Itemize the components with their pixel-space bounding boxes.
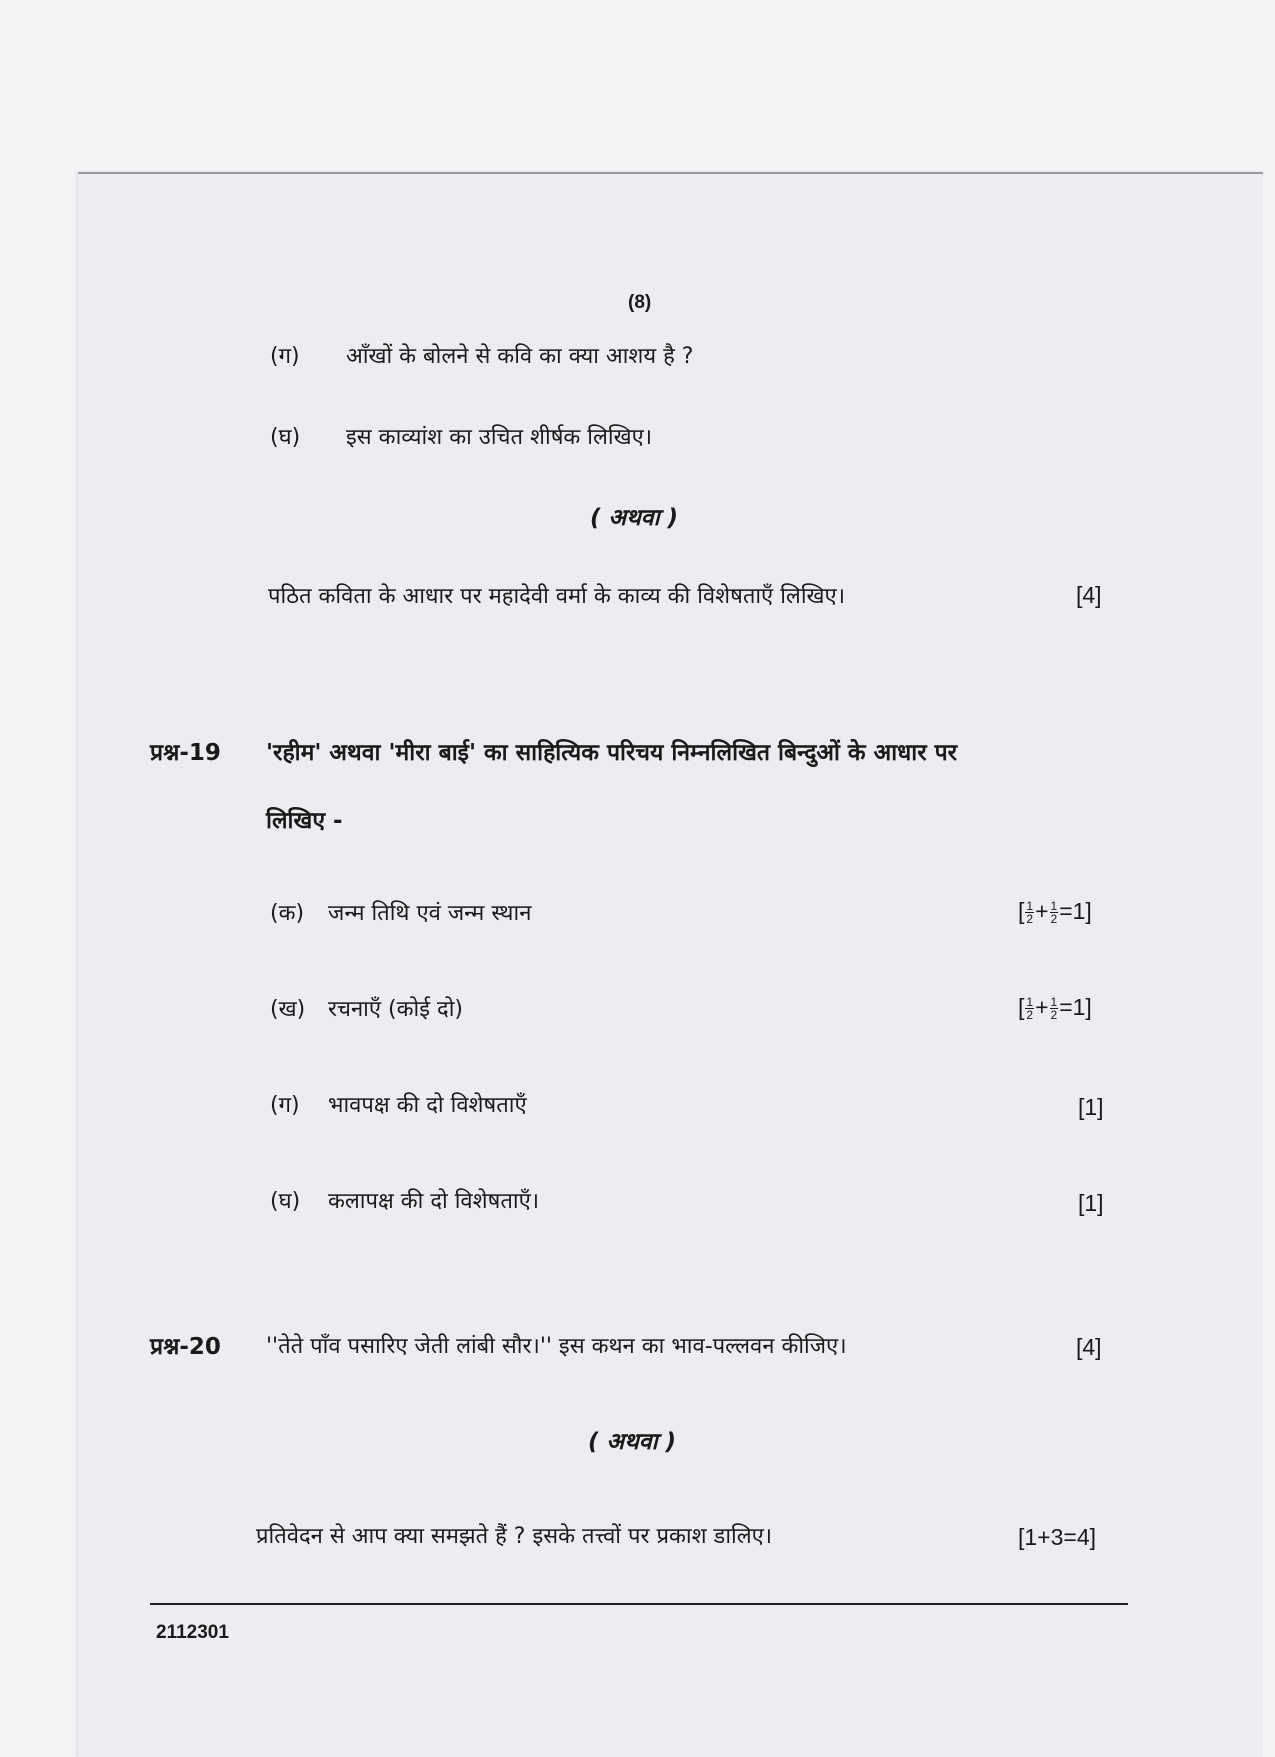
item-label-ga: (ग) [270, 344, 300, 369]
alt-question-18: पठित कविता के आधार पर महादेवी वर्मा के काव्य की विशेषताएँ लिखिए। [268, 584, 846, 609]
alt-question-20-marks: [1+3=4] [1018, 1524, 1097, 1550]
paper-code: 2112301 [156, 1622, 229, 1643]
footer-divider [150, 1603, 1128, 1605]
point-text-kha: रचनाएँ (कोई दो) [328, 997, 463, 1022]
alt-question-20: प्रतिवेदन से आप क्या समझते हैं ? इसके तत्त्वों पर प्रकाश डालिए। [256, 1524, 773, 1549]
fraction-half: $\frac{1}{2}$ [1050, 995, 1058, 1023]
point-text-ga: भावपक्ष की दो विशेषताएँ [328, 1093, 527, 1118]
question-20-number: प्रश्न-20 [150, 1334, 221, 1360]
fraction-half: $\frac{1}{2}$ [1050, 899, 1058, 927]
point-text-ka: जन्म तिथि एवं जन्म स्थान [328, 901, 532, 926]
or-divider-1: ( अथवा ) [590, 505, 679, 531]
item-text-gha: इस काव्यांश का उचित शीर्षक लिखिए। [346, 425, 653, 450]
page-number: (8) [628, 292, 652, 313]
fraction-half: $\frac{1}{2}$ [1026, 995, 1034, 1023]
point-text-gha: कलापक्ष की दो विशेषताएँ। [328, 1189, 540, 1214]
question-20-text: ''तेते पाँव पसारिए जेती लांबी सौर।'' इस कथन का भाव-पल्लवन कीजिए। [266, 1334, 847, 1359]
point-marks-ka: [ $\frac{1}{2}$ + $\frac{1}{2}$ =1] [1018, 898, 1092, 927]
fraction-half: $\frac{1}{2}$ [1026, 899, 1034, 927]
question-20-marks: [4] [1076, 1334, 1102, 1360]
or-divider-2: ( अथवा ) [588, 1429, 677, 1455]
question-19-line2: लिखिए - [266, 808, 343, 834]
point-label-gha: (घ) [270, 1189, 301, 1214]
question-19-number: प्रश्न-19 [150, 740, 221, 766]
point-label-ga: (ग) [270, 1093, 300, 1118]
point-marks-gha: [1] [1078, 1190, 1104, 1216]
alt-question-18-marks: [4] [1076, 582, 1102, 608]
item-label-gha: (घ) [270, 425, 301, 450]
item-text-ga: आँखों के बोलने से कवि का क्या आशय है ? [346, 344, 694, 369]
question-19-line1: 'रहीम' अथवा 'मीरा बाई' का साहित्यिक परिचय निम्नलिखित बिन्दुओं के आधार पर [266, 740, 958, 766]
point-label-kha: (ख) [270, 997, 306, 1022]
point-marks-kha: [ $\frac{1}{2}$ + $\frac{1}{2}$ =1] [1018, 994, 1092, 1023]
point-label-ka: (क) [270, 901, 305, 926]
point-marks-ga: [1] [1078, 1094, 1104, 1120]
